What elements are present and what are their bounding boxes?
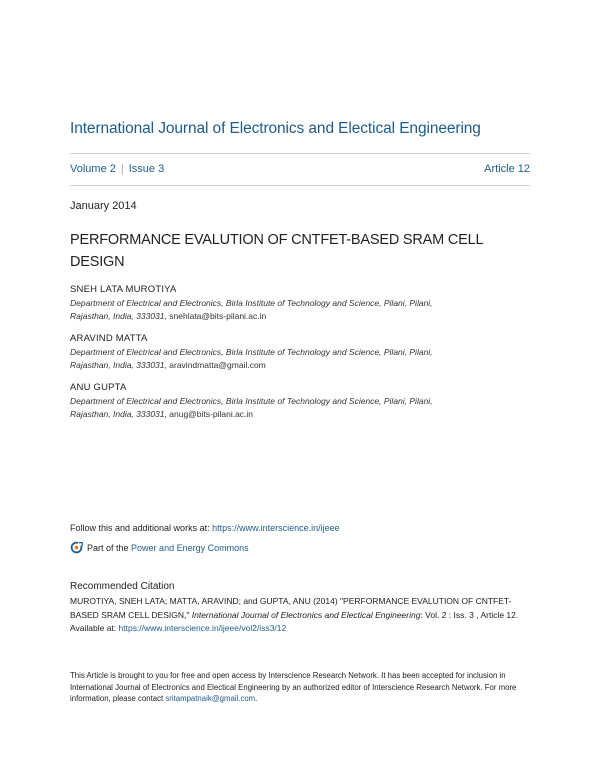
part-of-line (70, 541, 249, 554)
contact-email-link[interactable]: sritampatnaik@gmail.com (165, 694, 256, 703)
journal-title[interactable]: International Journal of Electronics and Electical Engineering (70, 120, 481, 137)
citation-available: Available at: https://www.interscience.in/ijeee/vol2/iss3/12 (70, 623, 287, 633)
divider-bottom (70, 185, 530, 186)
follow-line (70, 523, 340, 533)
author-name: ANU GUPTA (70, 382, 127, 393)
power-energy-commons-link[interactable]: Power and Energy Commons (131, 542, 249, 553)
citation-body (70, 595, 530, 636)
author-block (70, 382, 530, 421)
article-link[interactable]: Article 12 (484, 163, 530, 175)
publication-date: January 2014 (70, 200, 137, 212)
citation-heading: Recommended Citation (70, 581, 175, 592)
issue-link[interactable]: Issue 3 (128, 163, 165, 175)
issue-row (70, 163, 530, 175)
issue-info (70, 163, 164, 175)
author-block (70, 333, 530, 372)
divider-top (70, 153, 530, 154)
citation-link[interactable]: https://www.interscience.in/ijeee/vol2/iss3/12 (118, 623, 287, 633)
author-block (70, 284, 530, 323)
article-title: PERFORMANCE EVALUTION OF CNTFET-BASED SRAM CELL DESIGN (70, 232, 483, 270)
author-email: aravindmatta@gmail.com (169, 360, 266, 370)
citation-journal: International Journal of Electronics and Electical Engineering (191, 609, 421, 620)
part-of-text: Part of the (87, 542, 129, 553)
follow-text: Follow this and additional works at: (70, 523, 213, 533)
access-notice: This Article is brought to you for free and open access by Interscience Research Network. It has been accepted for inclusion in International Journal of Electronics and Electical Engineering by an authorized editor of Interscience Research Network. For more information, please contact sritampatnaik@gmail.com. (70, 671, 517, 703)
author-name: SNEH LATA MUROTIYA (70, 284, 177, 295)
commons-network-icon (70, 541, 83, 554)
notice-text: This Article is brought to you for free and open access by Interscience Research Network. It has been accepted for inclusion in International Journal of Electronics and Electical Engineering by an authorized editor of Interscience Research Network. For more information, please contact (70, 671, 517, 703)
citation-volume: : Vol. 2 : Iss. 3 , Article 12. (420, 609, 519, 620)
issue-separator: | (120, 163, 124, 175)
author-name: ARAVIND MATTA (70, 333, 148, 344)
author-affiliation: Department of Electrical and Electronics, Birla Institute of Technology and Science, Pilani, Pilani, Rajasthan, India, 333031, anug@bits-pilani.ac.in (70, 396, 433, 419)
author-email: anug@bits-pilani.ac.in (169, 409, 254, 419)
volume-link[interactable]: Volume 2 (70, 163, 116, 175)
author-email: snehlata@bits-pilani.ac.in (169, 311, 267, 321)
author-affiliation: Department of Electrical and Electronics, Birla Institute of Technology and Science, Pilani, Pilani, Rajasthan, India, 333031, aravindmatta@gmail.com (70, 347, 433, 370)
citation-authors: MUROTIYA, SNEH LATA; MATTA, ARAVIND; and GUPTA, ANU (2014) "PERFORMANCE EVALUTION OF CNTFET-BASED SRAM CELL DESIGN," (70, 596, 512, 620)
author-affiliation: Department of Electrical and Electronics, Birla Institute of Technology and Science, Pilani, Pilani, Rajasthan, India, 333031, snehlata@bits-pilani.ac.in (70, 298, 433, 321)
follow-link[interactable]: https://www.interscience.in/ijeee (212, 523, 340, 533)
